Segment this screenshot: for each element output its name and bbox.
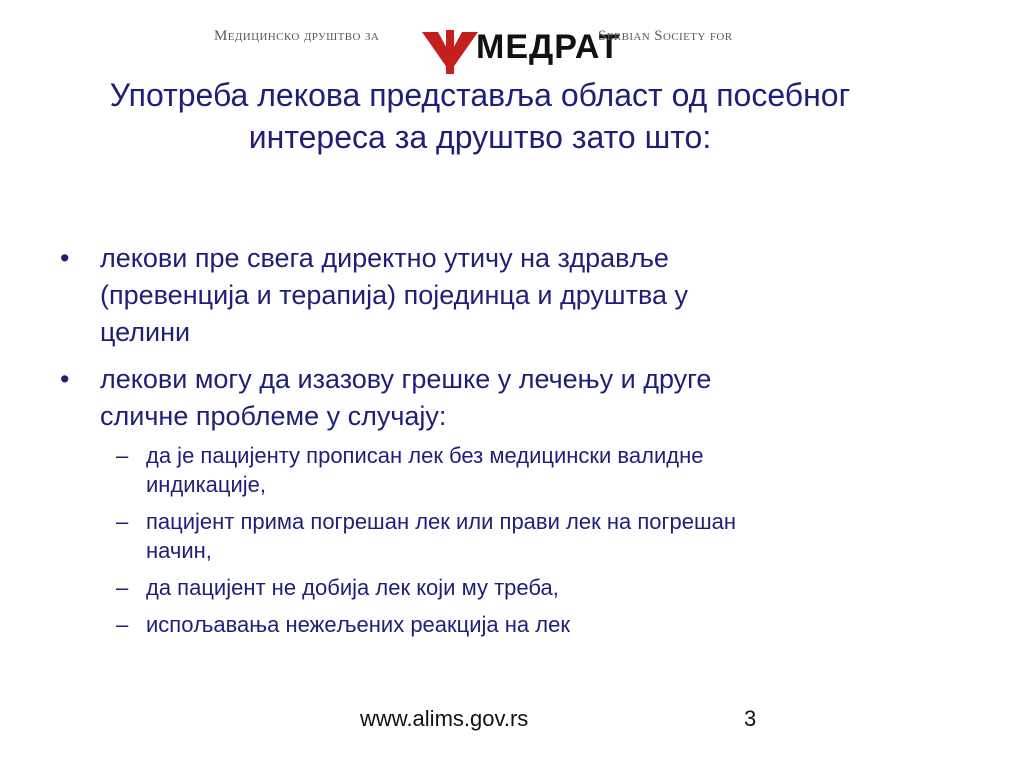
sub-bullet-item [116,610,956,639]
bullet-text-line: целини [100,317,191,347]
bullet-item [56,361,956,435]
slide-title [60,74,900,158]
sub-bullet-text-line: пацијент прима погрешан лек или прави лек на погрешан [146,509,736,534]
sub-bullet-text-line: испољавања нежељених реакција на лек [146,612,570,637]
sub-bullet-item [116,441,956,499]
slide-title-line-1: Употреба лекова представља област од посебног [109,77,851,113]
page-number: 3 [744,706,757,731]
sub-bullet-list [116,441,956,639]
org-name-english: Serbian Society for [598,28,733,44]
logo-text: МЕДРАТ [476,28,621,66]
bullet-text-line: лекови пре свега директно утичу на здравље [100,243,669,273]
bullet-text-line: (превенција и терапија) појединца и друштва у [100,280,689,310]
sub-bullet-item [116,507,956,565]
dash-icon: – [116,443,129,468]
bullet-item [56,240,956,351]
sub-bullet-text-line: да пацијент не добија лек који му треба, [146,575,559,600]
dash-icon: – [116,509,129,534]
org-name-serbian: Медицинско друштво за [214,28,380,44]
bullet-text-line: сличне проблеме у случају: [100,401,447,431]
slide-title-line-2: интереса за друштво зато што: [248,119,712,155]
sub-bullet-item [116,573,956,602]
sub-bullet-text-line: да је пацијенту прописан лек без медицински валидне [146,443,704,468]
bullet-dot-icon: • [60,364,70,394]
dash-icon: – [116,575,129,600]
dash-icon: – [116,612,129,637]
bullet-dot-icon: • [60,243,70,273]
sub-bullet-text-line: начин, [146,538,212,563]
sub-bullet-text-line: индикације, [146,472,267,497]
bullet-list [56,240,956,651]
footer-url: www.alims.gov.rs [360,706,529,731]
bullet-text-line: лекови могу да изазову грешке у лечењу и друге [100,364,712,394]
